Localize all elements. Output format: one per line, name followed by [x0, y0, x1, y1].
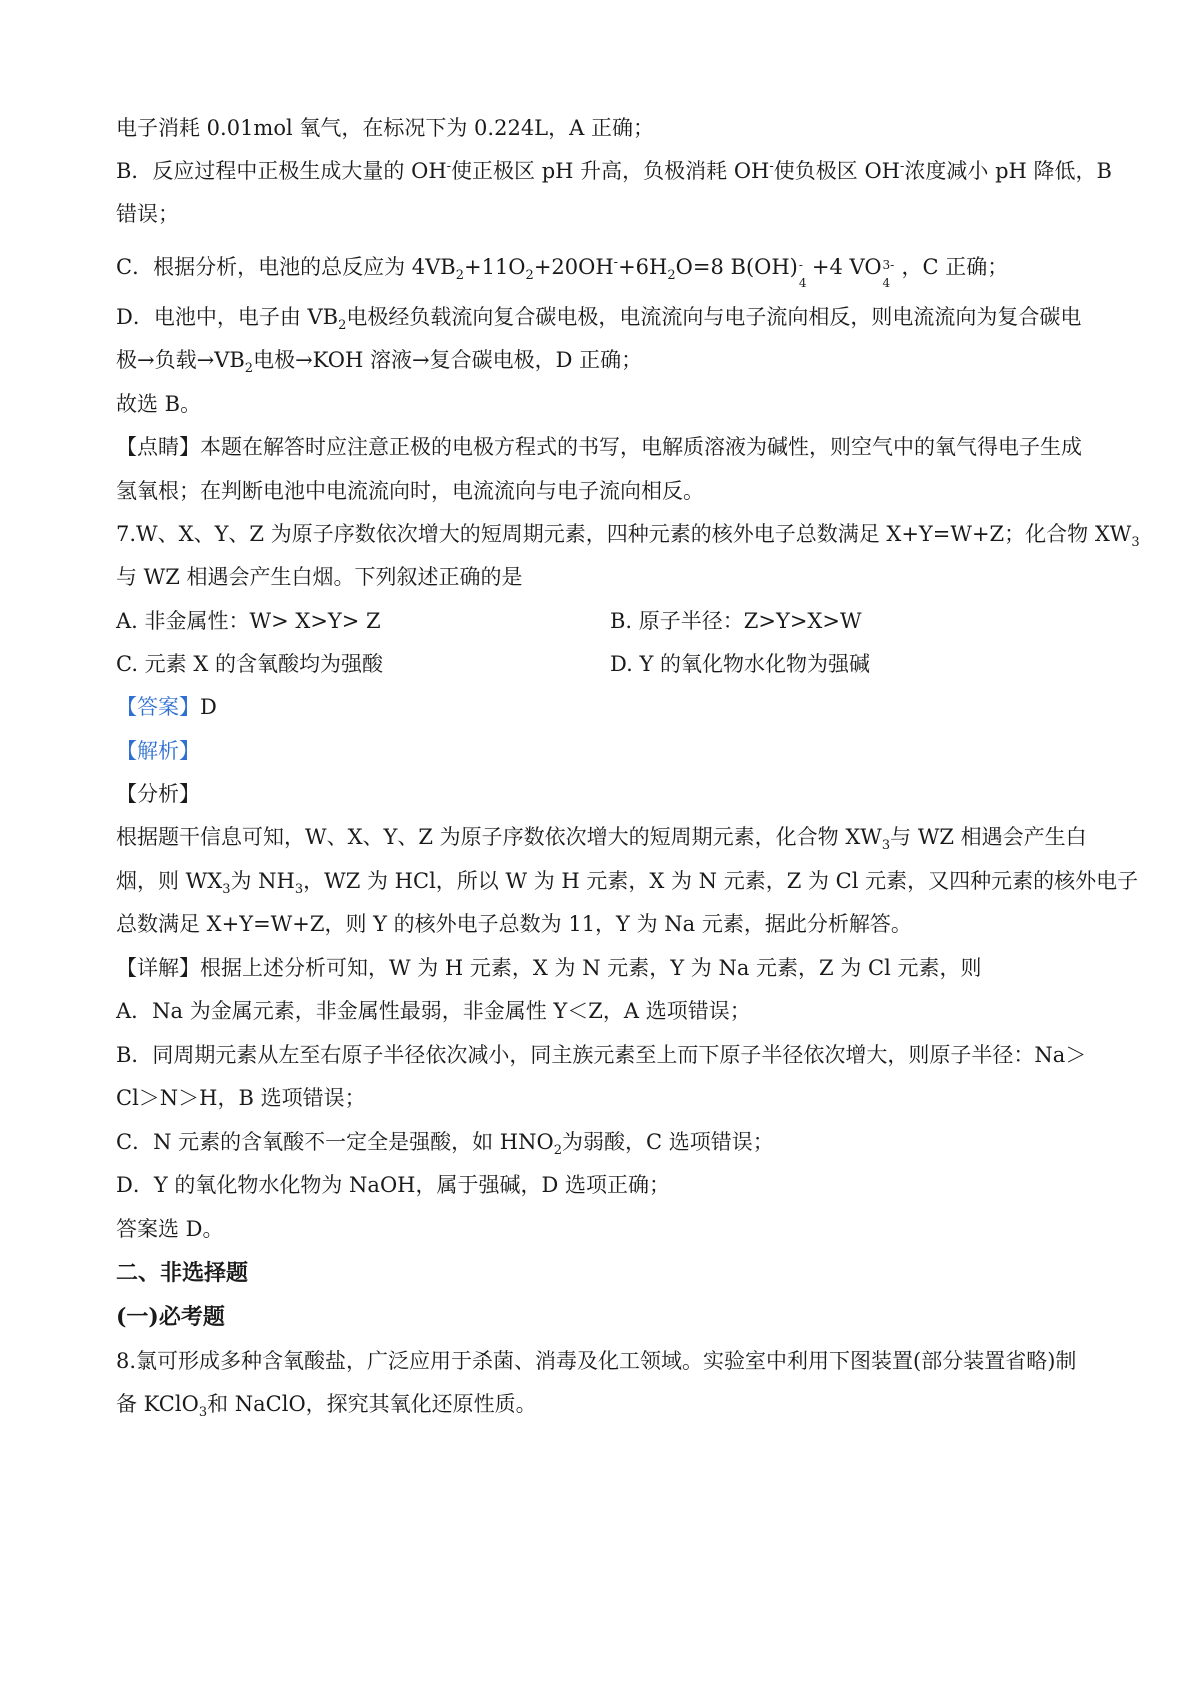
- text-line: C．N 元素的含氧酸不一定全是强酸，如 $HNO_2$为弱酸，C 选项错误；: [116, 1130, 774, 1159]
- text-line: D．电池中，电子由 $VB_2$电极经负载流向复合碳电极，电流流向与电子流向相反，则电流流向为复合碳电: [116, 305, 1082, 334]
- question-8-stem: 备 KClO$_3$和 NaClO，探究其氧化还原性质。: [116, 1392, 537, 1421]
- section-heading: 二、非选择题: [116, 1260, 249, 1286]
- answer-line: [116, 692, 1100, 722]
- text-line: B．同周期元素从左至右原子半径依次减小，同主族元素至上而下原子半径依次增大，则原子半径：Na＞: [116, 1043, 1087, 1067]
- text-line: 烟，则 $WX_3$为 $NH_3$，WZ 为 HCl，所以 W 为 H 元素，X 为 N 元素，Z 为 Cl 元素，又四种元素的核外电子: [116, 869, 1139, 898]
- text-line: B．反应过程中正极生成大量的 OH-使正极区 pH 升高，负极消耗 OH-使负极区 OH-浓度减小 pH 降低，B: [116, 159, 1112, 183]
- text-line: 电子消耗 0.01mol 氧气，在标况下为 0.224L，A 正确；: [116, 116, 654, 140]
- option-b: B. 原子半径：Z>Y>X>W: [610, 609, 862, 633]
- text-line: D．Y 的氧化物水化物为 NaOH，属于强碱，D 选项正确；: [116, 1173, 670, 1197]
- question-7-stem: 7.W、X、Y、Z 为原子序数依次增大的短周期元素，四种元素的核外电子总数满足 X+Y=W+Z；化合物 $XW_3$: [116, 522, 1140, 551]
- text-line: C．根据分析，电池的总反应为 $4VB_2+11O_2+20OH^-+6H_2O=8$ B(OH) - 4 +4 VO 3- 4 ，C 正确；: [116, 255, 1009, 290]
- option-a: A. 非金属性：W> X>Y> Z: [116, 609, 381, 633]
- text-line: 错误；: [116, 202, 179, 226]
- text-line: 总数满足 X+Y=W+Z，则 Y 的核外电子总数为 11，Y 为 Na 元素，据此分析解答。: [116, 912, 912, 936]
- option-d: D. Y 的氧化物水化物为强碱: [610, 652, 870, 676]
- text-line: 【点睛】本题在解答时应注意正极的电极方程式的书写，电解质溶液为碱性，则空气中的氧气得电子生成: [116, 435, 1082, 459]
- text-line: 答案选 D。: [116, 1217, 224, 1241]
- answer-value: D: [200, 695, 217, 719]
- text-line: 极→负载$\to VB_2$电极→KOH 溶液→复合碳电极，D 正确；: [116, 348, 643, 377]
- text-line: Cl＞N＞H，B 选项错误；: [116, 1086, 366, 1110]
- question-7-stem: 与 WZ 相遇会产生白烟。下列叙述正确的是: [116, 565, 523, 589]
- text-line: 故选 B。: [116, 392, 202, 416]
- text-line: 根据题干信息可知，W、X、Y、Z 为原子序数依次增大的短周期元素，化合物 $XW_3$与 WZ 相遇会产生白: [116, 825, 1087, 854]
- text-line: A．Na 为金属元素，非金属性最弱，非金属性 Y＜Z，A 选项错误；: [116, 999, 751, 1023]
- text-line: 【详解】根据上述分析可知，W 为 H 元素，X 为 N 元素，Y 为 Na 元素，Z 为 Cl 元素，则: [116, 956, 982, 980]
- option-c: C. 元素 X 的含氧酸均为强酸: [116, 652, 383, 676]
- answer-tag: 【答案】: [116, 695, 200, 719]
- text-line: 氢氧根；在判断电池中电流流向时，电流流向与电子流向相反。: [116, 479, 704, 503]
- analysis-tag: 【解析】: [116, 739, 200, 763]
- question-8-stem: 8.氯可形成多种含氧酸盐，广泛应用于杀菌、消毒及化工领域。实验室中利用下图装置(部分装置省略)制: [116, 1349, 1077, 1373]
- subsection-heading: (一)必考题: [116, 1304, 225, 1330]
- section-tag: 【分析】: [116, 782, 200, 806]
